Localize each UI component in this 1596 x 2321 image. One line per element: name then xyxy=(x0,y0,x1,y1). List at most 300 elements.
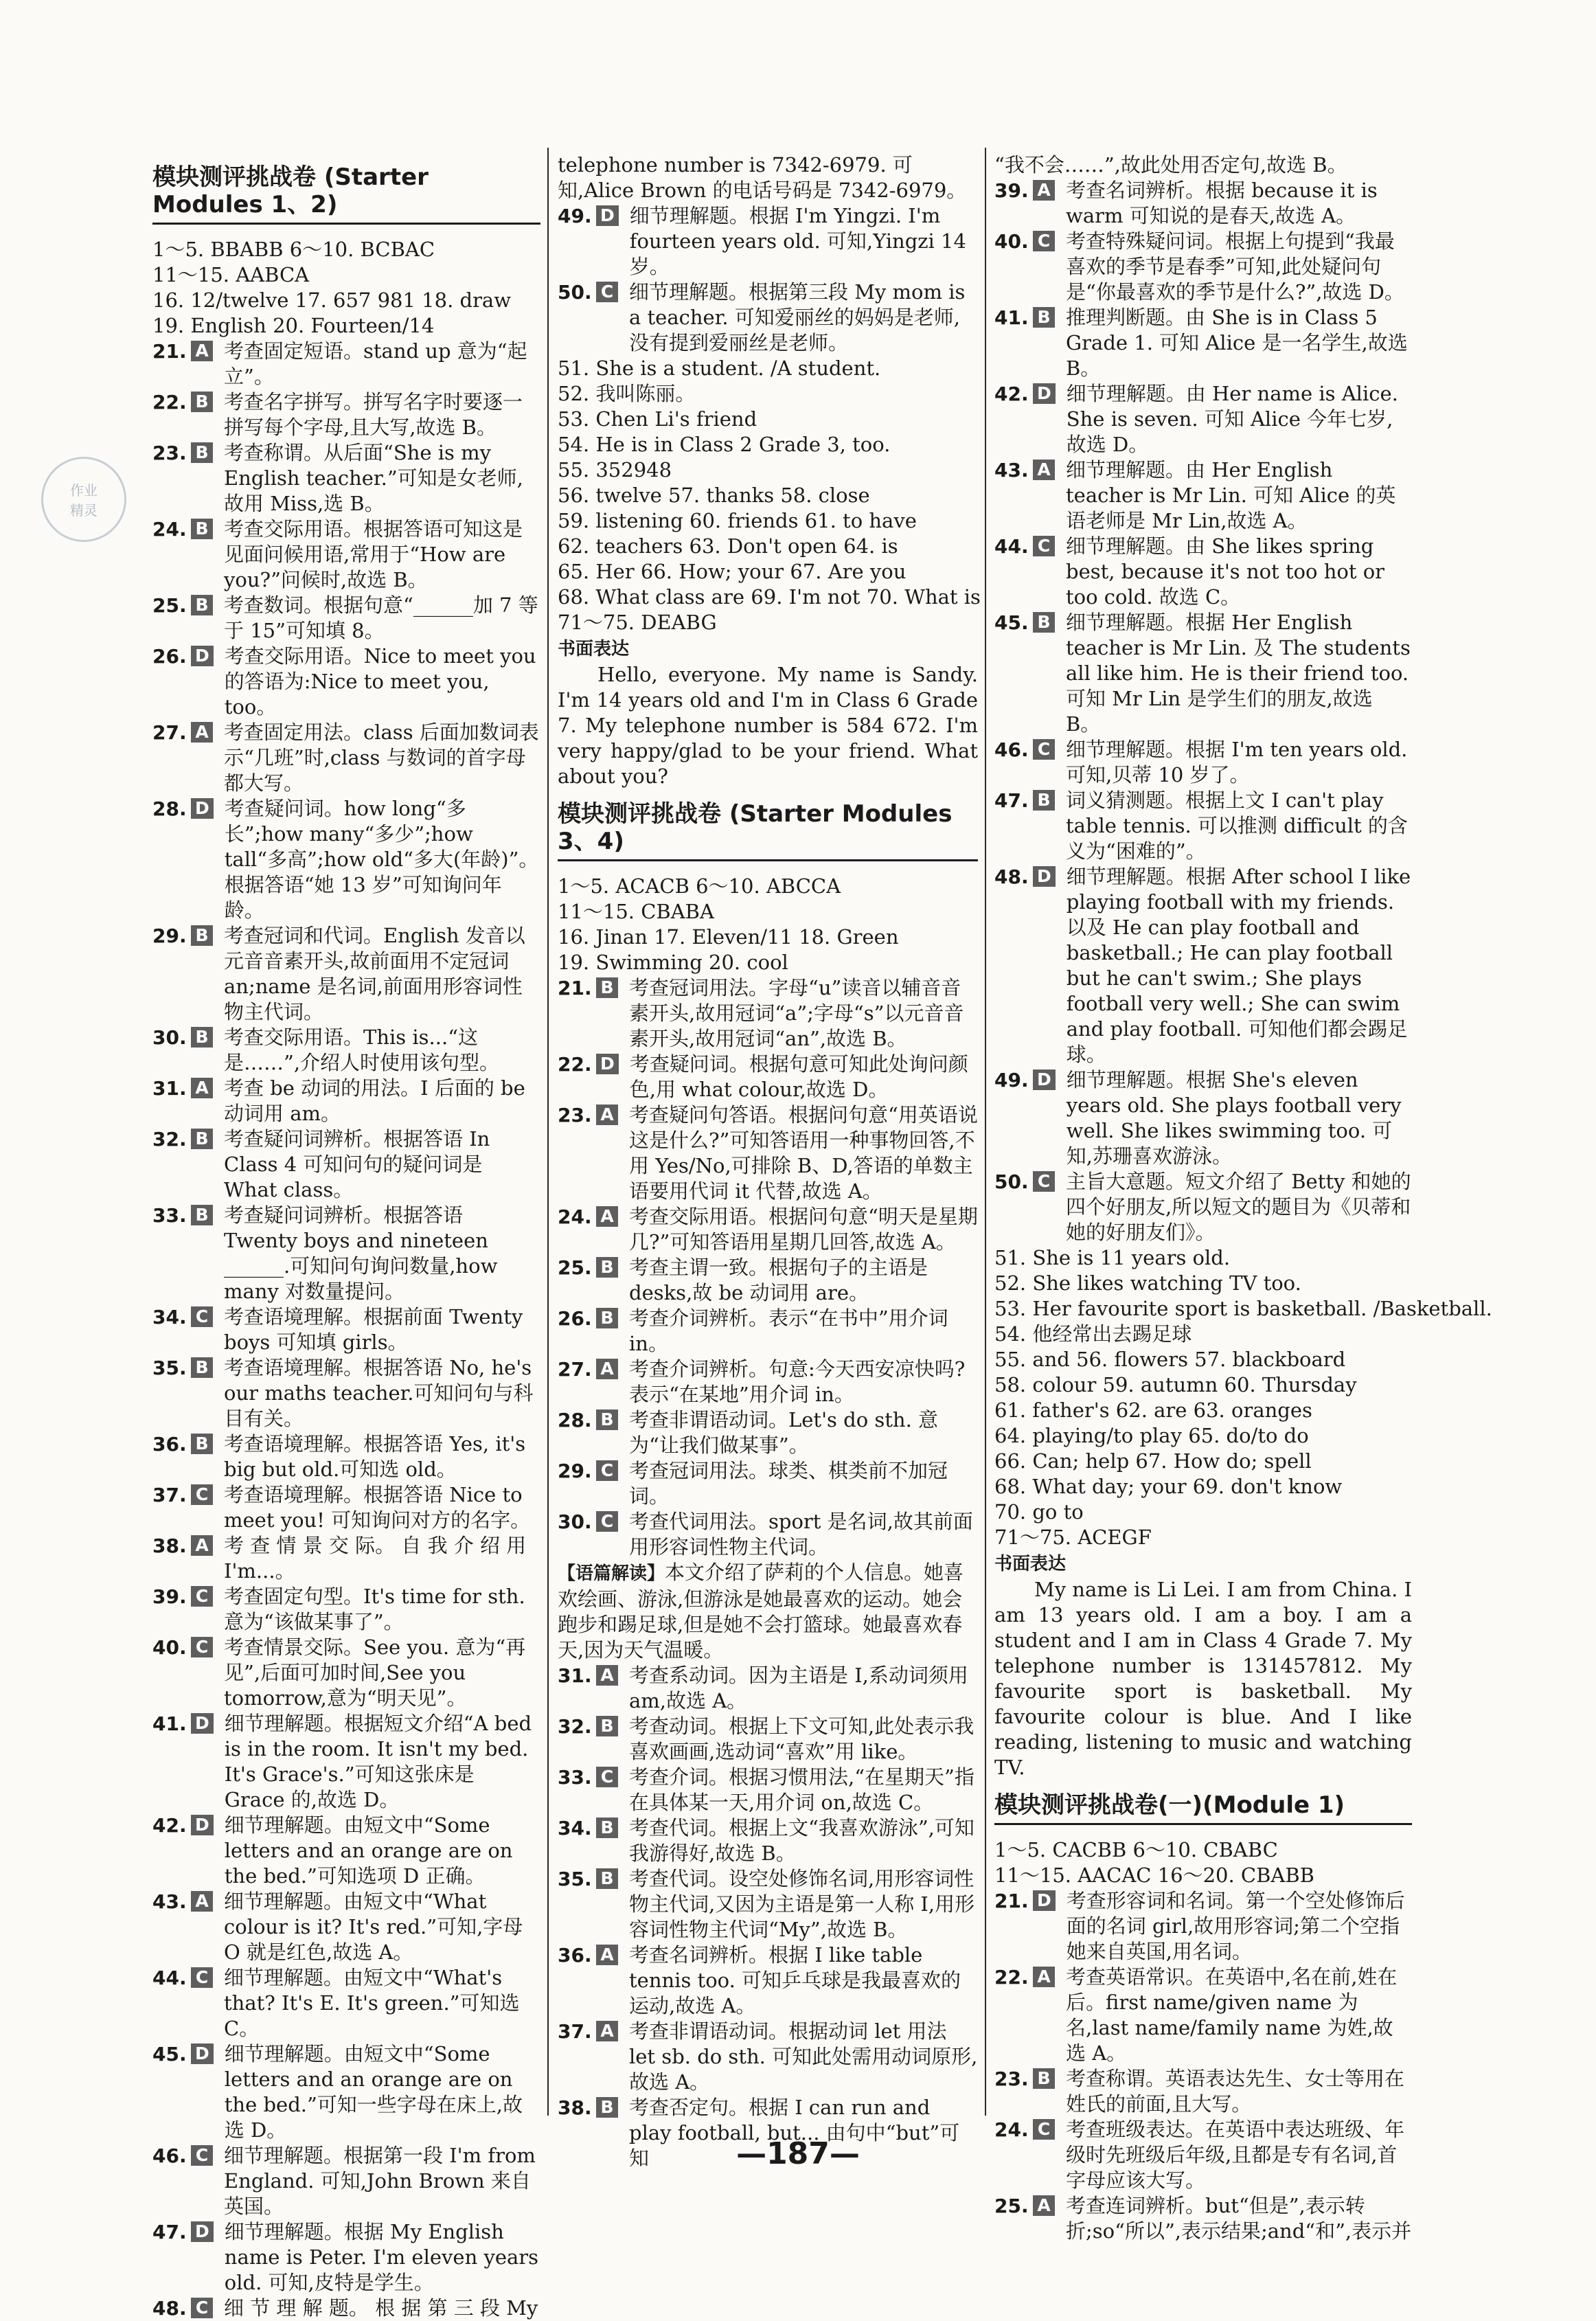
column-divider-1 xyxy=(547,148,549,2116)
answer-key-lines xyxy=(994,1245,1492,1550)
answer-letter-badge: C xyxy=(1033,1171,1055,1192)
answer-letter-badge: B xyxy=(596,1308,618,1328)
answer-line: 70. go to xyxy=(994,1500,1084,1524)
question-number: 47. xyxy=(152,2221,187,2243)
answer-item xyxy=(152,1584,540,1635)
answer-item xyxy=(994,1888,1412,1965)
answer-letter-badge: A xyxy=(596,1206,618,1227)
column-2 xyxy=(558,152,981,2171)
explanation-text: 考查疑问词辨析。根据答语 In Class 4 可知问句的疑问词是 What class。 xyxy=(224,1127,490,1201)
answer-letter-badge: D xyxy=(596,205,619,226)
explanation-text: 考查冠词和代词。English 发音以元音音素开头,故前面用不定冠词 an;name 是名词,前面用形容词性物主代词。 xyxy=(224,924,525,1023)
answer-letter-badge: B xyxy=(596,1868,618,1889)
answer-item xyxy=(152,1355,540,1431)
explanation-text: 细节理解题。由短文中“Some letters and an orange are on the bed.”可知选项 D 正确。 xyxy=(224,1813,513,1888)
answer-line: 1～5. BBABB 6～10. BCBAC xyxy=(152,238,435,261)
explanation-text: 考查语境理解。根据答语 No, he's our maths teacher.可知问句与科目有关。 xyxy=(224,1356,534,1430)
explanation-text: 细节理解题。根据 My English name is Peter. I'm eleven years old. 可知,皮特是学生。 xyxy=(224,2220,539,2294)
answer-letter-badge: B xyxy=(191,595,213,615)
question-number: 23. xyxy=(994,2068,1029,2090)
watermark-stamp xyxy=(41,457,126,542)
question-number: 33. xyxy=(152,1204,187,1227)
answer-item xyxy=(994,737,1412,788)
answer-letter-badge: B xyxy=(191,1129,213,1149)
answer-item xyxy=(558,280,978,356)
answer-item xyxy=(152,593,540,644)
answer-line: 65. Her 66. How; your 67. Are you xyxy=(558,560,907,583)
question-number: 24. xyxy=(558,1205,592,1228)
answer-item xyxy=(994,610,1412,737)
answer-line: 56. twelve 57. thanks 58. close xyxy=(558,484,870,507)
answer-letter-badge: C xyxy=(191,1637,213,1657)
answer-item xyxy=(558,2019,978,2095)
question-number: 34. xyxy=(152,1306,187,1328)
answer-line: 66. Can; help 67. How do; spell xyxy=(994,1449,1312,1473)
reading-analysis xyxy=(558,1560,978,1663)
question-number: 32. xyxy=(558,1715,592,1738)
column-1 xyxy=(152,152,540,2321)
answer-key-lines xyxy=(994,1837,1412,1888)
answer-item xyxy=(994,1169,1412,1245)
explanation-text: 主旨大意题。短文介绍了 Betty 和她的四个好朋友,所以短文的题目为《贝蒂和她的好朋友们》。 xyxy=(1066,1170,1411,1244)
question-number: 50. xyxy=(994,1170,1029,1193)
answer-item xyxy=(558,1357,978,1407)
answer-letter-badge: B xyxy=(191,1205,213,1225)
answer-letter-badge: B xyxy=(1033,2068,1055,2089)
question-number: 42. xyxy=(994,383,1029,405)
question-number: 50. xyxy=(558,281,592,304)
question-number: 28. xyxy=(558,1409,592,1431)
answer-item xyxy=(994,229,1412,305)
answer-item xyxy=(152,1304,540,1355)
question-number: 45. xyxy=(994,611,1029,634)
answer-letter-badge: B xyxy=(191,1027,213,1048)
answer-letter-badge: C xyxy=(1033,536,1055,556)
answer-key-lines xyxy=(558,356,981,635)
question-number: 34. xyxy=(558,1817,592,1839)
answer-line: 58. colour 59. autumn 60. Thursday xyxy=(994,1373,1357,1396)
answer-letter-badge: D xyxy=(191,2221,214,2242)
answer-letter-badge: C xyxy=(596,1767,618,1787)
explanation-text: 考查名字拼写。拼写名字时要逐一拼写每个字母,且大写,故选 B。 xyxy=(224,390,523,439)
answer-item xyxy=(558,1714,978,1765)
answer-letter-badge: B xyxy=(596,2097,618,2118)
answer-line: 1～5. ACACB 6～10. ABCCA xyxy=(558,874,841,898)
explanation-text: 考查代词用法。sport 是名词,故其前面用形容词性物主代词。 xyxy=(629,1510,973,1559)
question-number: 21. xyxy=(152,340,187,363)
explanation-text: 考查固定短语。stand up 意为“起立”。 xyxy=(224,339,527,388)
section-title: 模块测评挑战卷(一)(Module 1) xyxy=(994,1791,1412,1825)
answer-letter-badge: A xyxy=(191,341,213,361)
answer-line: 52. 我叫陈丽。 xyxy=(558,382,696,405)
question-number: 22. xyxy=(994,1966,1029,1989)
answer-item xyxy=(558,1255,978,1306)
answer-item xyxy=(558,1866,978,1943)
question-number: 47. xyxy=(994,789,1029,812)
answer-item xyxy=(558,1509,978,1560)
question-number: 43. xyxy=(994,459,1029,482)
answer-letter-badge: B xyxy=(191,1434,213,1454)
answer-line: 11～15. AACAC 16～20. CBABB xyxy=(994,1864,1314,1887)
explanation-text: 考查名词辨析。根据 I like table tennis too. 可知乒乓球是我最喜欢的运动,故选 A。 xyxy=(629,1943,961,2017)
explanation-text: 细节理解题。由短文中“Some letters and an orange are on the bed.”可知一些字母在床上,故选 D。 xyxy=(224,2042,523,2142)
answer-letter-badge: C xyxy=(191,2298,213,2318)
page-number: —187— xyxy=(736,2136,860,2171)
explanation-text: 考查称谓。从后面“She is my English teacher.”可知是女老师,故用 Miss,选 B。 xyxy=(224,441,523,515)
explanation-text: 考查疑问词。how long“多长”;how many“多少”;how tall“多高”;how old“多大(年龄)”。根据答语“她 13 岁”可知询问年龄。 xyxy=(224,797,539,922)
answer-item xyxy=(152,644,540,720)
answer-letter-badge: B xyxy=(596,1257,618,1278)
question-number: 21. xyxy=(558,977,592,999)
answer-item xyxy=(152,1533,540,1584)
answer-item xyxy=(152,1431,540,1482)
question-number: 44. xyxy=(152,1967,187,1989)
explanation-text: 细节理解题。根据 I'm Yingzi. I'm fourteen years old. 可知,Yingzi 14 岁。 xyxy=(629,204,966,278)
answer-letter-badge: C xyxy=(1033,2119,1055,2140)
answer-item xyxy=(994,2066,1412,2117)
answer-item xyxy=(994,457,1412,534)
explanation-text: 考查非谓语动词。Let's do sth. 意为“让我们做某事”。 xyxy=(629,1408,939,1457)
answer-item xyxy=(152,1889,540,1965)
answer-item xyxy=(994,534,1412,610)
question-number: 46. xyxy=(994,738,1029,761)
answer-letter-badge: D xyxy=(1033,1890,1056,1911)
explanation-text: 考查交际用语。Nice to meet you 的答语为:Nice to meet you, too。 xyxy=(224,644,536,718)
continued-text: “我不会……”,故此处用否定句,故选 B。 xyxy=(994,153,1347,177)
explanation-text: 细节理解题。由短文中“What colour is it? It's red.”可知,字母 O 就是红色,故选 A。 xyxy=(224,1890,523,1964)
answer-letter-badge: A xyxy=(1033,2195,1055,2216)
explanation-text: 考查称谓。英语表达先生、女士等用在姓氏的前面,且大写。 xyxy=(1066,2067,1405,2116)
question-number: 33. xyxy=(558,1766,592,1789)
explanation-text: 考查交际用语。This is...“这是……”,介绍人时使用该句型。 xyxy=(224,1026,500,1074)
answer-line: 54. 他经常出去踢足球 xyxy=(994,1322,1192,1346)
answer-letter-badge: A xyxy=(596,1665,618,1686)
answer-letter-badge: A xyxy=(1033,460,1055,480)
explanation-text: 考查特殊疑问词。根据上句提到“我最喜欢的季节是春季”可知,此处疑问句是“你最喜欢的季节是什么?”,故选 D。 xyxy=(1066,229,1404,304)
answer-line: 51. She is 11 years old. xyxy=(994,1246,1231,1269)
answer-letter-badge: B xyxy=(596,1818,618,1838)
answer-explanations xyxy=(558,203,978,356)
question-number: 25. xyxy=(994,2195,1029,2217)
explanation-text: 考查语境理解。根据答语 Nice to meet you! 可知询问对方的名字。 xyxy=(224,1483,531,1532)
answer-item xyxy=(152,389,540,440)
question-number: 43. xyxy=(152,1890,187,1913)
section-title: 模块测评挑战卷 (Starter Modules 3、4) xyxy=(558,800,978,861)
explanation-text: 考查疑问词。根据句意可知此处询问颜色,用 what colour,故选 D。 xyxy=(629,1052,968,1101)
continued-text: telephone number is 7342-6979. 可知,Alice Brown 的电话号码是 7342-6979。 xyxy=(558,153,967,202)
explanation-text: 考查冠词用法。球类、棋类前不加冠词。 xyxy=(629,1459,948,1508)
reading-label: 【语篇解读】 xyxy=(558,1563,665,1584)
question-number: 44. xyxy=(994,535,1029,558)
answer-item xyxy=(152,1711,540,1813)
answer-line: 16. Jinan 17. Eleven/11 18. Green xyxy=(558,925,899,949)
answer-letter-badge: D xyxy=(191,798,214,819)
answer-letter-badge: B xyxy=(1033,612,1055,633)
answer-line: 1～5. CACBB 6～10. CBABC xyxy=(994,1838,1278,1861)
explanation-text: 考查语境理解。根据答语 Yes, it's big but old.可知选 old。 xyxy=(224,1432,526,1481)
question-number: 36. xyxy=(152,1433,187,1456)
answer-letter-badge: B xyxy=(596,977,618,998)
answer-letter-badge: D xyxy=(1033,383,1056,404)
writing-sample: Hello, everyone. My name is Sandy. I'm 14 years old and I'm in Class 6 Grade 7. My telephone number is 584 672. I'm very happy/glad to be your friend. What about you? xyxy=(558,663,978,788)
question-number: 32. xyxy=(152,1128,187,1151)
answer-item xyxy=(994,305,1412,381)
answer-letter-badge: B xyxy=(191,442,213,463)
answer-explanations xyxy=(558,975,978,1560)
answer-letter-badge: D xyxy=(1033,1069,1056,1090)
answer-letter-badge: B xyxy=(191,1357,213,1378)
answer-letter-badge: A xyxy=(596,1945,618,1965)
question-number: 21. xyxy=(994,1890,1029,1912)
answer-item xyxy=(152,720,540,796)
answer-letter-badge: A xyxy=(1033,180,1055,201)
explanation-text: 细节理解题。由 Her English teacher is Mr Lin. 可知 Alice 的英语老师是 Mr Lin,故选 A。 xyxy=(1066,458,1396,532)
explanation-text: 考 查 情 景 交 际。 自 我 介 绍 用 I'm...。 xyxy=(224,1534,527,1583)
answer-explanations xyxy=(558,1663,978,2171)
explanation-text: 细节理解题。根据第一段 I'm from England. 可知,John Brown 来自英国。 xyxy=(224,2144,536,2218)
answer-letter-badge: A xyxy=(191,1891,213,1912)
answer-item xyxy=(152,339,540,389)
explanation-text: 考查疑问词辨析。根据答语 Twenty boys and nineteen ______.可知问句询问数量,how many 对数量提问。 xyxy=(224,1203,498,1303)
answer-letter-badge: D xyxy=(191,2043,214,2064)
answer-line: 62. teachers 63. Don't open 64. is xyxy=(558,534,898,558)
answer-letter-badge: B xyxy=(596,1409,618,1430)
explanation-text: 细节理解题。由短文中“What's that? It's E. It's green.”可知选 C。 xyxy=(224,1966,520,2040)
answer-line: 11～15. CBABA xyxy=(558,900,714,923)
explanation-text: 考查非谓语动词。根据动词 let 用法 let sb. do sth. 可知此处需用动词原形,故选 A。 xyxy=(629,2019,978,2094)
stamp-text-top: 作业 xyxy=(70,482,98,499)
question-number: 31. xyxy=(152,1077,187,1100)
section-title: 模块测评挑战卷 (Starter Modules 1、2) xyxy=(152,163,540,225)
answer-item xyxy=(152,2219,540,2296)
answer-letter-badge: C xyxy=(596,1460,618,1481)
question-number: 29. xyxy=(152,925,187,947)
answer-line: 16. 12/twelve 17. 657 981 18. draw xyxy=(152,288,512,312)
answer-letter-badge: A xyxy=(596,1359,618,1379)
question-number: 35. xyxy=(152,1357,187,1379)
question-number: 46. xyxy=(152,2144,187,2167)
question-number: 39. xyxy=(994,179,1029,202)
answer-item xyxy=(558,1765,978,1815)
explanation-text: 考查情景交际。See you. 意为“再见”,后面可加时间,See you tomorrow,意为“明天见”。 xyxy=(224,1635,526,1710)
explanation-text: 考查交际用语。根据答语可知这是见面问候用语,常用于“How are you?”问候时,故选 B。 xyxy=(224,517,523,591)
explanation-text: 考查固定用法。class 后面加数词表示“几班”时,class 与数词的首字母都大写。 xyxy=(224,721,539,795)
explanation-text: 考查介词辨析。句意:今天西安凉快吗?表示“在某地”用介词 in。 xyxy=(629,1357,966,1406)
explanation-text: 细节理解题。根据 I'm ten years old. 可知,贝蒂 10 岁了。 xyxy=(1066,738,1408,786)
answer-line: 71～75. DEABG xyxy=(558,611,717,634)
question-number: 36. xyxy=(558,1944,592,1967)
explanation-text: 细节理解题。由 Her name is Alice. She is seven. 可知 Alice 今年七岁,故选 D。 xyxy=(1066,382,1398,456)
answer-item xyxy=(994,178,1412,229)
answer-line: 11～15. AABCA xyxy=(152,263,310,286)
answer-letter-badge: C xyxy=(596,282,618,302)
explanation-text: 考查介词。根据习惯用法,“在星期天”指在具体某一天,用介词 on,故选 C。 xyxy=(629,1765,974,1814)
explanation-text: 细节理解题。根据短文介绍“A bed is in the room. It isn't my bed. It's Grace's.”可知这张床是 Grace 的,故选 D。 xyxy=(224,1712,532,1811)
answer-letter-badge: C xyxy=(191,2145,213,2166)
explanation-text: 考查形容词和名词。第一个空处修饰后面的名词 girl,故用形容词;第二个空指她来自英国,用名词。 xyxy=(1066,1889,1405,1963)
answer-letter-badge: B xyxy=(596,1716,618,1736)
answer-item xyxy=(152,440,540,517)
answer-item xyxy=(152,1813,540,1889)
answer-item xyxy=(152,1482,540,1533)
question-number: 25. xyxy=(152,594,187,617)
answer-line: 64. playing/to play 65. do/to do xyxy=(994,1424,1309,1447)
question-number: 35. xyxy=(558,1868,592,1890)
answer-line: 52. She likes watching TV too. xyxy=(994,1271,1301,1295)
question-number: 41. xyxy=(994,306,1029,329)
explanation-text: 细节理解题。根据 She's eleven years old. She plays football very well. She likes swimming too. 可知,苏珊喜欢游泳。 xyxy=(1066,1068,1402,1168)
answer-item xyxy=(558,1052,978,1102)
answer-item xyxy=(152,923,540,1025)
question-number: 48. xyxy=(994,865,1029,888)
explanation-text: 细节理解题。由 She likes spring best, because it's not too hot or too cold. 故选 C。 xyxy=(1066,534,1385,609)
answer-item xyxy=(994,1965,1412,2066)
answer-item xyxy=(558,1306,978,1357)
question-number: 26. xyxy=(558,1307,592,1330)
answer-line: 53. Her favourite sport is basketball. /Basketball. xyxy=(994,1297,1492,1320)
question-number: 22. xyxy=(558,1053,592,1076)
answer-item xyxy=(152,796,540,923)
writing-sample: My name is Li Lei. I am from China. I am 13 years old. I am a boy. I am a student and I am in Class 4 Grade 7. My telephone number is 131457812. My favourite sport is basketball. My favourite colour is blue. And I like reading, listening to music and watching TV. xyxy=(994,1578,1412,1779)
answer-item xyxy=(152,1635,540,1711)
explanation-text: 考查固定句型。It's time for sth. 意为“该做某事了”。 xyxy=(224,1585,525,1633)
answer-item xyxy=(558,1458,978,1509)
explanation-text: 推理判断题。由 She is in Class 5 Grade 1. 可知 Alice 是一名学生,故选 B。 xyxy=(1066,306,1408,380)
answer-item xyxy=(152,2296,540,2321)
question-number: 42. xyxy=(152,1814,187,1837)
question-number: 26. xyxy=(152,645,187,668)
answer-letter-badge: C xyxy=(1033,739,1055,760)
answer-letter-badge: A xyxy=(191,722,213,743)
answer-item xyxy=(558,1102,978,1204)
explanation-text: 考查代词。设空处修饰名词,用形容词性物主代词,又因为主语是第一人称 I,用形容词性物主代词“My”,故选 B。 xyxy=(629,1867,975,1941)
answer-item xyxy=(558,1663,978,1714)
answer-line: 19. English 20. Fourteen/14 xyxy=(152,314,435,337)
answer-line: 71～75. ACEGF xyxy=(994,1526,1152,1549)
explanation-text: 考查英语常识。在英语中,名在前,姓在后。first name/given name 为名,last name/family name 为姓,故选 A。 xyxy=(1066,1965,1398,2065)
answer-item xyxy=(152,1203,540,1304)
answer-line: 55. 352948 xyxy=(558,458,672,482)
question-number: 38. xyxy=(558,2096,592,2119)
answer-line: 68. What class are 69. I'm not 70. What is xyxy=(558,585,981,609)
stamp-text-bottom: 精灵 xyxy=(70,502,98,519)
answer-line: 53. Chen Li's friend xyxy=(558,407,757,431)
answer-letter-badge: C xyxy=(191,1306,213,1327)
answer-item xyxy=(152,1025,540,1076)
answer-item xyxy=(558,1943,978,2019)
answer-letter-badge: B xyxy=(1033,307,1055,328)
answer-letter-badge: D xyxy=(1033,866,1056,887)
question-number: 37. xyxy=(558,2020,592,2043)
question-number: 40. xyxy=(152,1636,187,1659)
question-number: 29. xyxy=(558,1460,592,1482)
answer-item xyxy=(558,1204,978,1255)
explanation-text: 细节理解题。根据 Her English teacher is Mr Lin. 及 The students all like him. He is their friend too. 可知 Mr Lin 是学生们的朋友,故选 B。 xyxy=(1066,611,1411,736)
answer-explanations xyxy=(994,178,1412,1245)
question-number: 37. xyxy=(152,1484,187,1506)
explanation-text: 考查名词辨析。根据 because it is warm 可知说的是春天,故选 A。 xyxy=(1066,179,1378,227)
question-number: 41. xyxy=(152,1712,187,1735)
reading-text: 本文介绍了萨莉的个人信息。她喜欢绘画、游泳,但游泳是她最喜欢的运动。她会跑步和踢足球,但是她不会打篮球。她最喜欢春天,因为天气温暖。 xyxy=(558,1561,964,1662)
answer-item xyxy=(994,788,1412,864)
answer-item xyxy=(152,1126,540,1203)
question-number: 27. xyxy=(152,721,187,744)
question-number: 24. xyxy=(994,2118,1029,2141)
answer-letter-badge: C xyxy=(596,1511,618,1532)
answer-letter-badge: C xyxy=(191,1586,213,1607)
answer-letter-badge: C xyxy=(191,1967,213,1988)
answer-letter-badge: C xyxy=(1033,231,1055,251)
question-number: 28. xyxy=(152,797,187,820)
question-number: 27. xyxy=(558,1358,592,1381)
answer-letter-badge: A xyxy=(596,1105,618,1125)
answer-item xyxy=(558,975,978,1052)
explanation-text: 考查介词辨析。表示“在书中”用介词 in。 xyxy=(629,1306,948,1355)
question-number: 23. xyxy=(152,442,187,464)
answer-item xyxy=(152,1076,540,1126)
explanation-text: 考查交际用语。根据问句意“明天是星期几?”可知答语用星期几回答,故选 A。 xyxy=(629,1205,978,1254)
explanation-text: 词义猜测题。根据上文 I can't play table tennis. 可以推测 difficult 的含义为“困难的”。 xyxy=(1066,789,1408,863)
answer-line: 54. He is in Class 2 Grade 3, too. xyxy=(558,433,891,456)
explanation-text: 考查 be 动词的用法。I 后面的 be 动词用 am。 xyxy=(224,1076,525,1125)
question-number: 39. xyxy=(152,1585,187,1608)
answer-letter-badge: B xyxy=(191,519,213,539)
answer-item xyxy=(994,1067,1412,1169)
question-number: 49. xyxy=(558,205,592,227)
question-number: 25. xyxy=(558,1256,592,1279)
question-number: 49. xyxy=(994,1069,1029,1091)
explanation-text: 细节理解题。根据第三段 My mom is a teacher. 可知爱丽丝的妈妈是老师,没有提到爱丽丝是老师。 xyxy=(629,280,966,354)
answer-letter-badge: A xyxy=(596,2021,618,2041)
column-3 xyxy=(994,152,1492,2244)
answer-line: 68. What day; your 69. don't know xyxy=(994,1475,1343,1498)
explanation-text: 考查数词。根据句意“______加 7 等于 15”可知填 8。 xyxy=(224,593,538,642)
column-divider-2 xyxy=(985,148,986,2116)
answer-line: 61. father's 62. are 63. oranges xyxy=(994,1399,1312,1422)
explanation-text: 考查连词辨析。but“但是”,表示转折;so“所以”,表示结果;and“和”,表示并 xyxy=(1066,2194,1412,2243)
answer-explanations xyxy=(994,1888,1412,2244)
explanation-text: 考查疑问句答语。根据问句意“用英语说这是什么?”可知答语用一种事物回答,不用 Yes/No,可排除 B、D,答语的单数主语要用代词 it 代替,故选 A。 xyxy=(629,1103,978,1203)
question-number: 23. xyxy=(558,1104,592,1126)
answer-item xyxy=(994,2193,1412,2244)
answer-line: 55. and 56. flowers 57. blackboard xyxy=(994,1348,1346,1371)
answer-key-lines xyxy=(152,237,540,339)
explanation-text: 细节理解题。根据 After school I like playing football with my friends. 以及 He can play football and basketball.; He can play football but he can't swim.; She plays football very well.; She can swim and play football. 可知他们都会踢足球。 xyxy=(1066,865,1411,1066)
question-number: 45. xyxy=(152,2043,187,2065)
answer-explanations xyxy=(152,339,540,2321)
question-number: 38. xyxy=(152,1535,187,1557)
answer-key-lines xyxy=(558,874,978,975)
explanation-text: 考查班级表达。在英语中表达班级、年级时先班级后年级,且都是专有名词,首字母应该大写。 xyxy=(1066,2118,1405,2192)
question-number: 48. xyxy=(152,2297,187,2320)
question-number: 40. xyxy=(994,230,1029,253)
answer-letter-badge: D xyxy=(191,1713,214,1734)
explanation-text: 考查代词。根据上文“我喜欢游泳”,可知我游得好,故选 B。 xyxy=(629,1816,974,1865)
answer-letter-badge: B xyxy=(191,925,213,946)
explanation-text: 考查冠词用法。字母“u”读音以辅音音素开头,故用冠词“a”;字母“s”以元音音素开头,故用冠词“an”,故选 B。 xyxy=(629,976,964,1050)
explanation-text: 考查语境理解。根据前面 Twenty boys 可知填 girls。 xyxy=(224,1305,523,1354)
writing-label: 书面表达 xyxy=(994,1554,1067,1574)
explanation-text: 细 节 理 解 题。 根 据 第 三 段 My xyxy=(224,2296,538,2320)
answer-item xyxy=(558,1815,978,1866)
answer-item xyxy=(152,1965,540,2041)
writing-label: 书面表达 xyxy=(558,639,630,659)
answer-letter-badge: D xyxy=(191,646,214,666)
question-number: 30. xyxy=(152,1026,187,1049)
explanation-text: 考查主谓一致。根据句子的主语是 desks,故 be 动词用 are。 xyxy=(629,1256,928,1304)
answer-item xyxy=(152,2041,540,2143)
answer-letter-badge: B xyxy=(1033,790,1055,811)
